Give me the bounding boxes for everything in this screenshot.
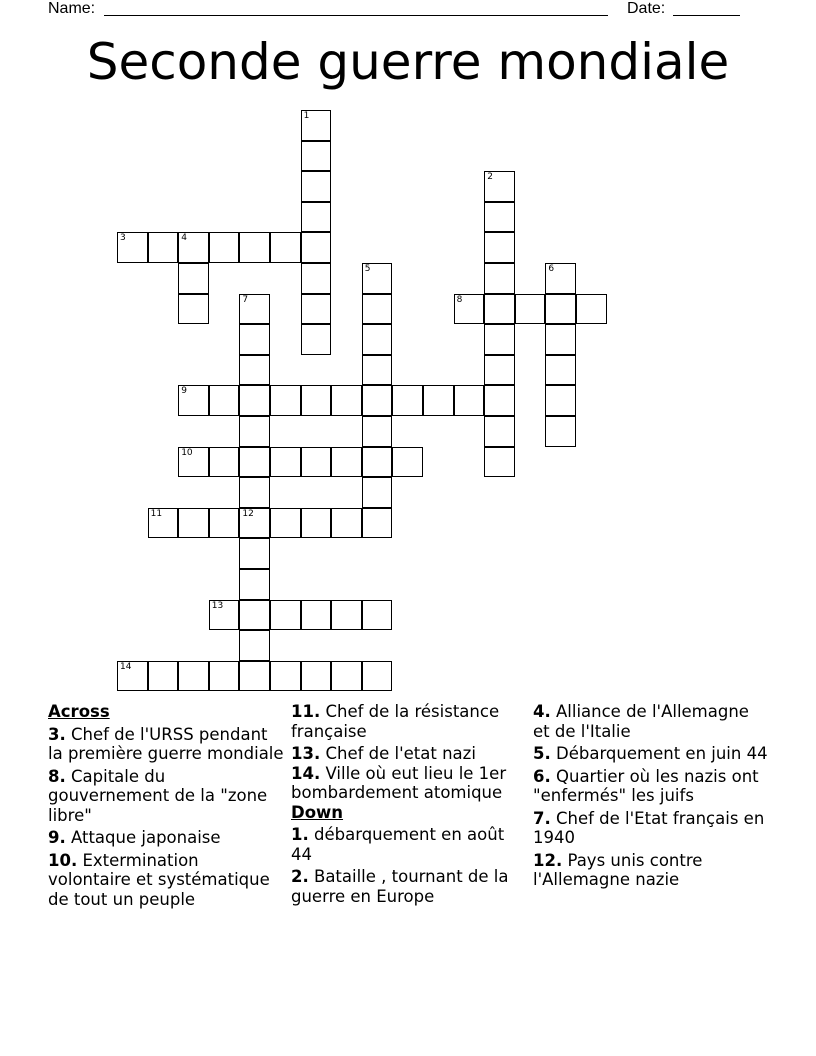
grid-cell[interactable] [362, 447, 393, 478]
grid-cell[interactable] [484, 355, 515, 386]
grid-cell[interactable] [239, 355, 270, 386]
grid-cell[interactable] [545, 385, 576, 416]
clue-number-label: 5 [364, 264, 371, 274]
grid-cell[interactable] [545, 355, 576, 386]
grid-cell[interactable] [301, 202, 332, 233]
clue-text: Quartier où les nazis ont "enfermés" les juifs [533, 766, 759, 805]
grid-cell[interactable] [484, 324, 515, 355]
page-title: Seconde guerre mondiale [86, 33, 730, 91]
grid-cell[interactable] [484, 263, 515, 294]
clue-number: 5. [533, 744, 551, 763]
grid-cell[interactable] [209, 600, 240, 631]
grid-cell[interactable] [239, 538, 270, 569]
grid-cell[interactable] [515, 294, 546, 325]
grid-cell[interactable] [392, 447, 423, 478]
grid-cell[interactable] [362, 263, 393, 294]
grid-cell[interactable] [331, 508, 362, 539]
grid-cell[interactable] [148, 661, 179, 692]
grid-cell[interactable] [362, 600, 393, 631]
grid-cell[interactable] [545, 294, 576, 325]
clue-text: Chef de l'etat nazi [325, 744, 476, 763]
grid-cell[interactable] [270, 385, 301, 416]
grid-cell[interactable] [239, 661, 270, 692]
grid-cell[interactable] [239, 600, 270, 631]
grid-cell[interactable] [178, 447, 209, 478]
grid-cell[interactable] [301, 232, 332, 263]
clue-number-label: 8 [456, 294, 463, 305]
grid-cell[interactable] [239, 232, 270, 263]
clue-text: Bataille , tournant de la guerre en Europe [291, 867, 509, 906]
clue-number: 6. [533, 766, 551, 786]
date-label: Date: [627, 0, 666, 17]
grid-cell[interactable] [484, 202, 515, 233]
grid-cell[interactable] [301, 385, 332, 416]
grid-cell[interactable] [301, 447, 332, 478]
grid-cell[interactable] [239, 477, 270, 508]
clue-number-label: 6 [548, 264, 555, 274]
clues-column-2 [291, 702, 527, 909]
grid-cell[interactable] [239, 385, 270, 416]
clue-number: 3. [48, 724, 66, 744]
clue-down-12 [533, 851, 769, 890]
clue-across-9 [48, 828, 284, 848]
grid-cell[interactable] [545, 263, 576, 294]
clue-down-5 [533, 744, 769, 764]
grid-cell[interactable] [454, 294, 485, 325]
clue-number: 11. [291, 702, 321, 721]
grid-cell[interactable] [148, 232, 179, 263]
clue-number-label: 4 [181, 233, 187, 244]
clue-number: 10. [48, 850, 78, 870]
clue-number-label: 13 [211, 600, 224, 611]
grid-cell[interactable] [209, 508, 240, 539]
clue-down-1 [291, 825, 527, 864]
grid-cell[interactable] [301, 263, 332, 294]
grid-cell[interactable] [331, 385, 362, 416]
grid-cell[interactable] [484, 416, 515, 447]
clue-number-label: 1 [303, 111, 310, 121]
grid-cell[interactable] [301, 110, 332, 141]
clue-number: 9. [48, 828, 66, 847]
clue-number: 4. [533, 702, 551, 721]
grid-cell[interactable] [209, 447, 240, 478]
grid-cell[interactable] [148, 508, 179, 539]
clue-number: 14. [291, 763, 321, 783]
clue-number-label: 14 [120, 661, 132, 672]
clue-across-10 [48, 851, 284, 910]
grid-cell[interactable] [301, 324, 332, 355]
clue-text: Chef de la résistance française [291, 702, 500, 741]
grid-cell[interactable] [576, 294, 607, 325]
grid-cell[interactable] [178, 508, 209, 539]
grid-cell[interactable] [484, 171, 515, 202]
clue-down-4 [533, 702, 769, 741]
clue-text: Ville où eut lieu le 1er bombardement atomique [291, 763, 507, 802]
grid-cell[interactable] [331, 661, 362, 692]
grid-cell[interactable] [178, 294, 209, 325]
clue-text: débarquement en août 44 [291, 825, 505, 864]
grid-cell[interactable] [178, 385, 209, 416]
grid-cell[interactable] [331, 447, 362, 478]
clue-number: 1. [291, 825, 309, 844]
clue-text: Pays unis contre l'Allemagne nazie [533, 850, 703, 889]
grid-cell[interactable] [484, 447, 515, 478]
grid-cell[interactable] [117, 661, 148, 692]
name-label: Name: [48, 0, 96, 17]
clue-text: Extermination volontaire et systématique de tout un peuple [48, 850, 270, 909]
clue-down-7 [533, 809, 769, 848]
grid-cell[interactable] [239, 447, 270, 478]
grid-cell[interactable] [270, 600, 301, 631]
clue-across-3 [48, 725, 284, 764]
grid-cell[interactable] [301, 600, 332, 631]
clue-across-13 [291, 744, 527, 764]
clue-text: Chef de l'Etat français en 1940 [533, 808, 765, 847]
grid-cell[interactable] [209, 385, 240, 416]
grid-cell[interactable] [301, 508, 332, 539]
grid-cell[interactable] [301, 294, 332, 325]
down-heading: Down [291, 802, 344, 822]
grid-cell[interactable] [362, 294, 393, 325]
clues-column-3 [533, 702, 769, 893]
grid-cell[interactable] [209, 661, 240, 692]
clue-across-8 [48, 767, 284, 826]
grid-cell[interactable] [362, 661, 393, 692]
grid-cell[interactable] [270, 508, 301, 539]
clue-number: 2. [291, 867, 309, 886]
clues-column-1 [48, 702, 284, 912]
grid-cell[interactable] [178, 232, 209, 263]
grid-cell[interactable] [545, 416, 576, 447]
grid-cell[interactable] [484, 294, 515, 325]
grid-cell[interactable] [362, 324, 393, 355]
clue-number: 12. [533, 850, 563, 870]
grid-cell[interactable] [239, 294, 270, 325]
clue-number-label: 12 [242, 508, 254, 519]
grid-cell[interactable] [239, 508, 270, 539]
clue-across-14 [291, 764, 527, 803]
grid-cell[interactable] [239, 324, 270, 355]
grid-cell[interactable] [301, 661, 332, 692]
grid-cell[interactable] [423, 385, 454, 416]
clue-number-label: 9 [181, 386, 187, 397]
clue-number-label: 10 [181, 447, 193, 458]
grid-cell[interactable] [117, 232, 148, 263]
clue-number-label: 7 [242, 294, 249, 305]
clue-number: 13. [291, 744, 321, 763]
clue-number: 7. [533, 808, 551, 828]
clue-text: Chef de l'URSS pendant la première guerre mondiale [48, 724, 284, 763]
grid-cell[interactable] [331, 600, 362, 631]
clue-number-label: 11 [150, 508, 163, 519]
clue-down-6 [533, 767, 769, 806]
clue-number-label: 3 [120, 233, 126, 244]
grid-cell[interactable] [178, 661, 209, 692]
grid-cell[interactable] [239, 630, 270, 661]
grid-cell[interactable] [545, 324, 576, 355]
clue-across-11 [291, 702, 527, 741]
grid-cell[interactable] [270, 232, 301, 263]
clue-text: Alliance de l'Allemagne et de l'Italie [533, 702, 749, 741]
clue-down-2 [291, 867, 527, 906]
grid-cell[interactable] [270, 447, 301, 478]
clue-text: Débarquement en juin 44 [556, 744, 768, 763]
grid-cell[interactable] [392, 385, 423, 416]
grid-cell[interactable] [178, 263, 209, 294]
grid-cell[interactable] [301, 141, 332, 172]
grid-cell[interactable] [362, 355, 393, 386]
clue-number-label: 2 [487, 172, 493, 183]
grid-cell[interactable] [362, 508, 393, 539]
grid-cell[interactable] [484, 385, 515, 416]
grid-cell[interactable] [239, 416, 270, 447]
grid-cell[interactable] [239, 569, 270, 600]
grid-cell[interactable] [362, 385, 393, 416]
grid-cell[interactable] [301, 171, 332, 202]
clue-text: Capitale du gouvernement de la "zone libre" [48, 766, 268, 825]
grid-cell[interactable] [362, 416, 393, 447]
clue-text: Attaque japonaise [71, 828, 221, 847]
clue-number: 8. [48, 766, 66, 786]
grid-cell[interactable] [270, 661, 301, 692]
grid-cell[interactable] [484, 232, 515, 263]
grid-cell[interactable] [454, 385, 485, 416]
grid-cell[interactable] [362, 477, 393, 508]
across-heading: Across [48, 702, 110, 721]
grid-cell[interactable] [209, 232, 240, 263]
